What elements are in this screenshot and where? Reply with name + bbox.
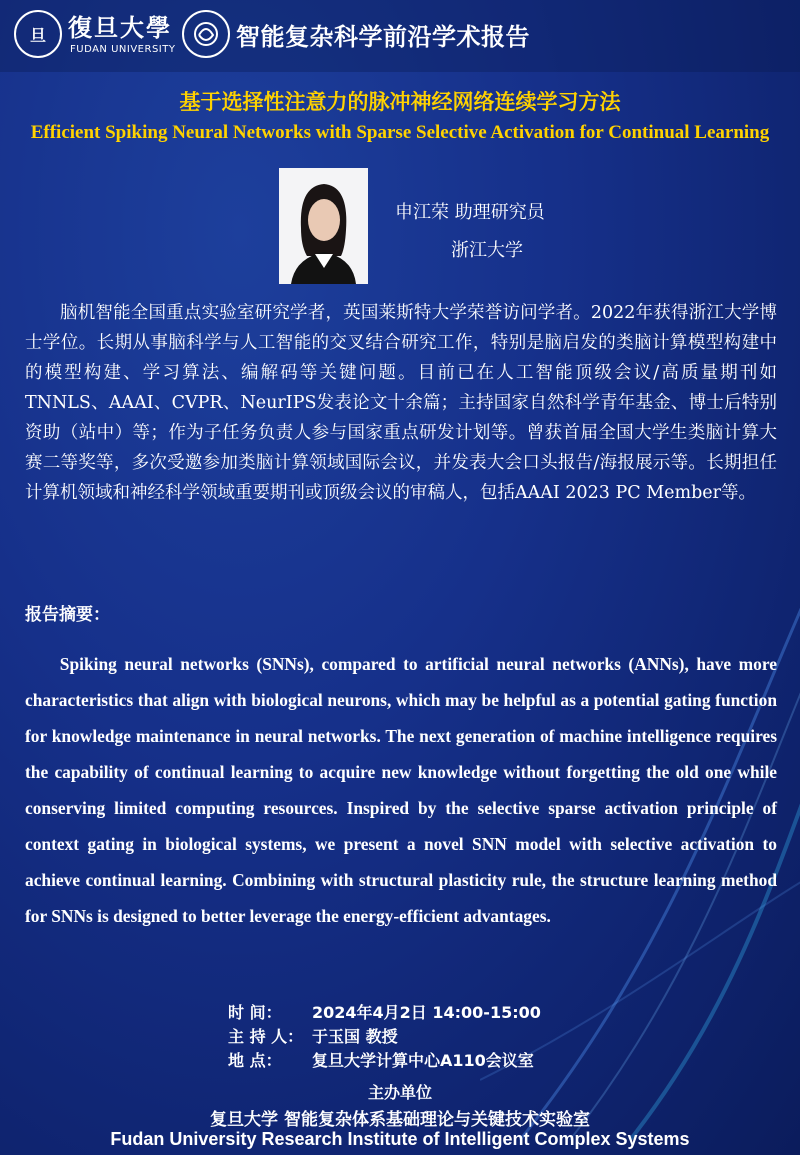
time-value: 2024年4月2日 14:00-15:00 (312, 1003, 541, 1022)
organizer-en: Fudan University Research Institute of Intelligent Complex Systems (110, 1129, 690, 1149)
info-time (228, 1000, 541, 1023)
abstract-text: Spiking neural networks (SNNs), compared to artificial neural networks (ANNs), have more characteristics that align with biological neurons, which may be helpful as a potential gating function for knowledge maintenance in neural networks. The next generation of machine intelligence requires the capability of continual learning to acquire new knowledge without forgetting the old one while conserving limited computing resources. Inspired by the selective sparse activation principle of context gating in biological systems, we present a novel SNN model with selective activation to achieve continual learning. Combining with structural plasticity rule, the structure learning method for SNNs is designed to better leverage the energy-efficient advantages. (25, 654, 777, 926)
series-title: 智能复杂科学前沿学术报告 (236, 23, 530, 51)
speaker-affiliation: 浙江大学 (451, 240, 523, 261)
header-bar (0, 0, 800, 72)
speaker-name: 申江荣 助理研究员 (395, 202, 545, 223)
info-venue (228, 1048, 534, 1071)
talk-title-en: Efficient Spiking Neural Networks with Sparse Selective Activation for Continual Learning (30, 122, 770, 143)
host-label: 主 持 人： (228, 1027, 304, 1046)
abstract-heading: 报告摘要： (25, 605, 110, 625)
organizer-cn: 复旦大学 智能复杂体系基础理论与关键技术实验室 (210, 1110, 590, 1130)
talk-title-cn: 基于选择性注意力的脉冲神经网络连续学习方法 (179, 90, 621, 114)
time-label: 时 间： (228, 1003, 282, 1022)
organizer-heading: 主办单位 (367, 1083, 432, 1102)
speaker-photo (279, 168, 368, 284)
university-name-cn: 復旦大學 (68, 13, 172, 42)
institute-logo-icon (182, 10, 230, 58)
venue-value: 复旦大学计算中心A110会议室 (312, 1051, 534, 1070)
university-name-en: FUDAN UNIVERSITY (70, 44, 176, 55)
speaker-bio: 脑机智能全国重点实验室研究学者，英国莱斯特大学荣誉访问学者。2022年获得浙江大学博士学位。长期从事脑科学与人工智能的交叉结合研究工作，特别是脑启发的类脑计算模型构建中的模型构建、学习算法、编解码等关键问题。目前已在人工智能顶级会议/高质量期刊如TNNLS、AAAI、CVPR、NeurIPS发表论文十余篇；主持国家自然科学青年基金、博士后特别资助（站中）等；作为子任务负责人参与国家重点研发计划等。曾获首届全国大学生类脑计算大赛二等奖等，多次受邀参加类脑计算领域国际会议，并发表大会口头报告/海报展示等。长期担任计算机领域和神经科学领域重要期刊或顶级会议的审稿人，包括AAAI 2023 PC Member等。 (25, 303, 777, 503)
fudan-seal-icon: 旦 (14, 10, 62, 58)
info-host (228, 1024, 398, 1047)
host-value: 于玉国 教授 (312, 1027, 398, 1046)
venue-label: 地 点： (228, 1051, 282, 1070)
